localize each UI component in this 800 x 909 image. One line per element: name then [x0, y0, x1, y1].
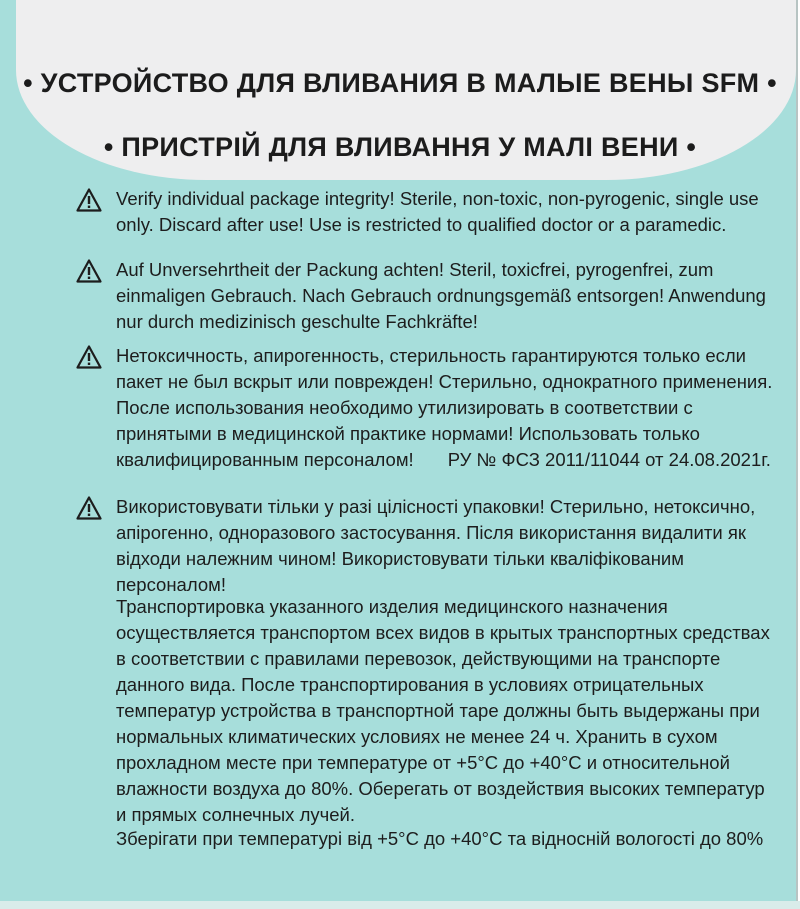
warning-triangle-icon	[76, 496, 102, 520]
warning-ru-text	[116, 343, 778, 473]
warning-uk-text: Використовувати тільки у разі цілісності упаковки! Стерильно, нетоксично, апірогенно, одноразового застосування. Після використання видалити як відходи належним чином! Використовувати тільки кваліфікованим персоналом!	[116, 496, 756, 595]
title-ru: • УСТРОЙСТВО ДЛЯ ВЛИВАНИЯ В МАЛЫЕ ВЕНЫ SFM •	[23, 68, 777, 98]
transport-text-ru: Транспортировка указанного изделия медицинского назначения осуществляется транспортом всех видов в крытых транспортных средствах в соответствии с правилами перевозок, действующими на транспорте данного вида. После транспортирования в условиях отрицательных температур устройства в транспортной таре должны быть выдержаны при нормальных климатических условиях не менее 24 ч. Хранить в сухом прохладном месте при температуре от +5°С до +40°С и относительной влажности воздуха до 80%. Оберегать от воздействия высоких температур и прямых солнечных лучей.	[116, 596, 770, 825]
box-bottom-edge	[0, 901, 800, 909]
warning-de-text: Auf Unversehrtheit der Packung achten! Steril, toxicfrei, pyrogenfrei, zum einmaligen Gebrauch. Nach Gebrauch ordnungsgemäß entsorgen! Anwendung nur durch medizinisch geschulte Fachkräfte!	[116, 259, 766, 332]
warning-triangle-icon	[76, 188, 102, 212]
warning-en-text: Verify individual package integrity! Sterile, non-toxic, non-pyrogenic, single use only. Discard after use! Use is restricted to qualified doctor or a paramedic.	[116, 188, 759, 235]
warning-ru	[78, 343, 778, 473]
warning-de	[78, 257, 778, 335]
warning-uk	[78, 494, 778, 598]
warning-triangle-icon	[76, 345, 102, 369]
registration-number: РУ № ФСЗ 2011/11044 от 24.08.2021г.	[447, 449, 771, 470]
title-uk: • ПРИСТРІЙ ДЛЯ ВЛИВАННЯ У МАЛІ ВЕНИ •	[103, 132, 697, 162]
warning-ru-body: Нетоксичность, апирогенность, стерильность гарантируются только если пакет не был вскрыт или поврежден! Стерильно, однократного применения. После использования необходимо утилизировать в соответствии с принятыми в медицинской практике нормами! Использовать только квалифицированным персоналом!	[116, 345, 773, 470]
warning-en	[78, 186, 778, 238]
warning-triangle-icon	[76, 259, 102, 283]
storage-text-uk: Зберігати при температурі від +5°С до +40°С та відносній вологості до 80%	[116, 828, 764, 849]
